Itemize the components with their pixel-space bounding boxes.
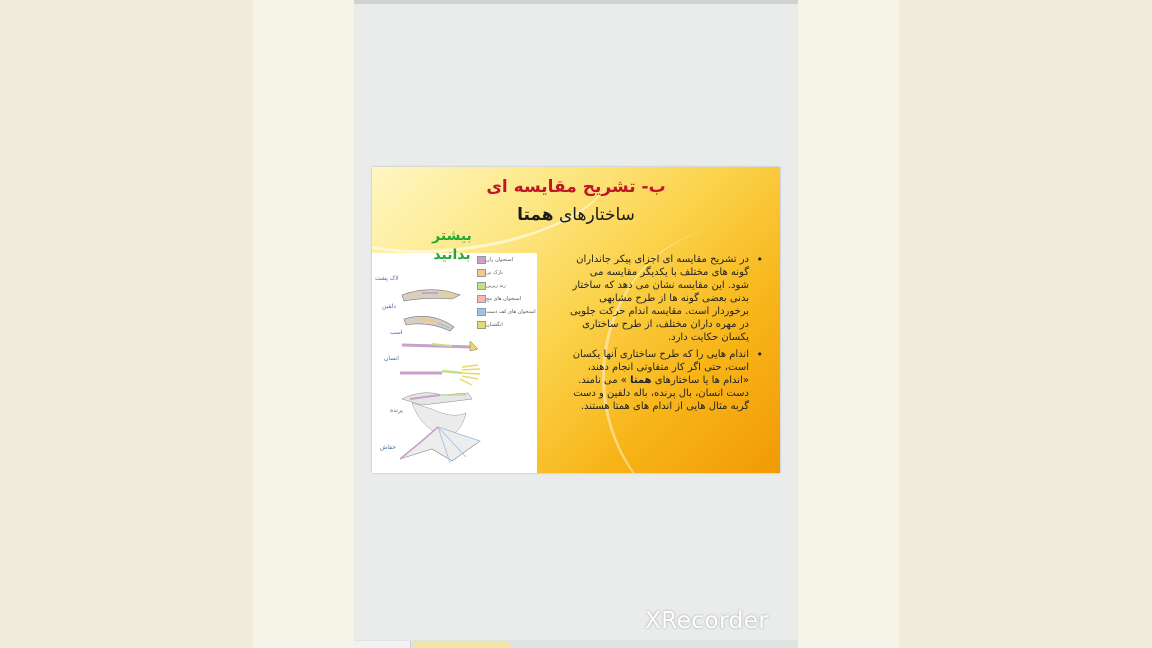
limbs-illustration [392,281,482,471]
background-right-inner [798,0,899,648]
top-bar [354,0,798,4]
slide-title: ب- تشریح مقایسه ای [486,177,666,197]
learn-more-label: بیشتر بدانید [432,228,472,263]
figure-label: خفاش [380,444,396,451]
background-right [899,0,1152,648]
subtitle-bold: همتا [517,205,554,225]
figure-label: انسان [384,355,399,362]
homologous-limbs-figure [372,253,537,473]
legend-item: استخوان های کف دست [475,305,537,318]
bullet-icon: • [756,253,763,266]
document-viewer[interactable] [354,0,798,648]
figure-label: دلفین [382,303,396,310]
figure-label: پرنده [390,407,403,414]
background-left-inner [253,0,354,648]
bullet-list [567,253,763,417]
bullet-icon: • [756,348,763,361]
background-left [0,0,253,648]
legend-item: نازک نی [475,266,537,279]
watermark: XRecorder [645,608,769,634]
legend-item: استخوان ران [475,253,537,266]
slide [372,167,780,473]
legend-item: استخوان های مچ [475,292,537,305]
bullet-item: • در تشریح مقایسه ای اجزای پیکر جانداران گونه های مختلف با یکدیگر مقایسه می شود. این مقایسه نشان می دهد که ساختار بدنی بعضی گونه ها از طرح مشابهی برخوردار است. مقایسه اندام حرکت جلویی در مهره داران مختلف، از طرح ساختاری یکسان حکایت دارد. [570,253,763,343]
subtitle-text: ساختارهای [553,205,635,225]
bottom-tab[interactable] [354,641,411,648]
bullet-item: • اندام هایی را که طرح ساختاری آنها یکسان است، حتی اگر کار متفاوتی انجام دهند، «اندام ها یا ساختارهای همتا » می نامند. دست انسان، بال پرنده، باله دلفین و دست گربه مثال هایی از اندام های همتا هستند. [572,348,763,412]
legend-item: زند زیرین [475,279,537,292]
bottom-tab[interactable] [414,641,510,648]
legend-item: انگشتان [475,318,537,331]
figure-label: لاک پشت [375,275,399,282]
slide-subtitle [372,205,780,225]
figure-label: اسب [390,329,403,336]
